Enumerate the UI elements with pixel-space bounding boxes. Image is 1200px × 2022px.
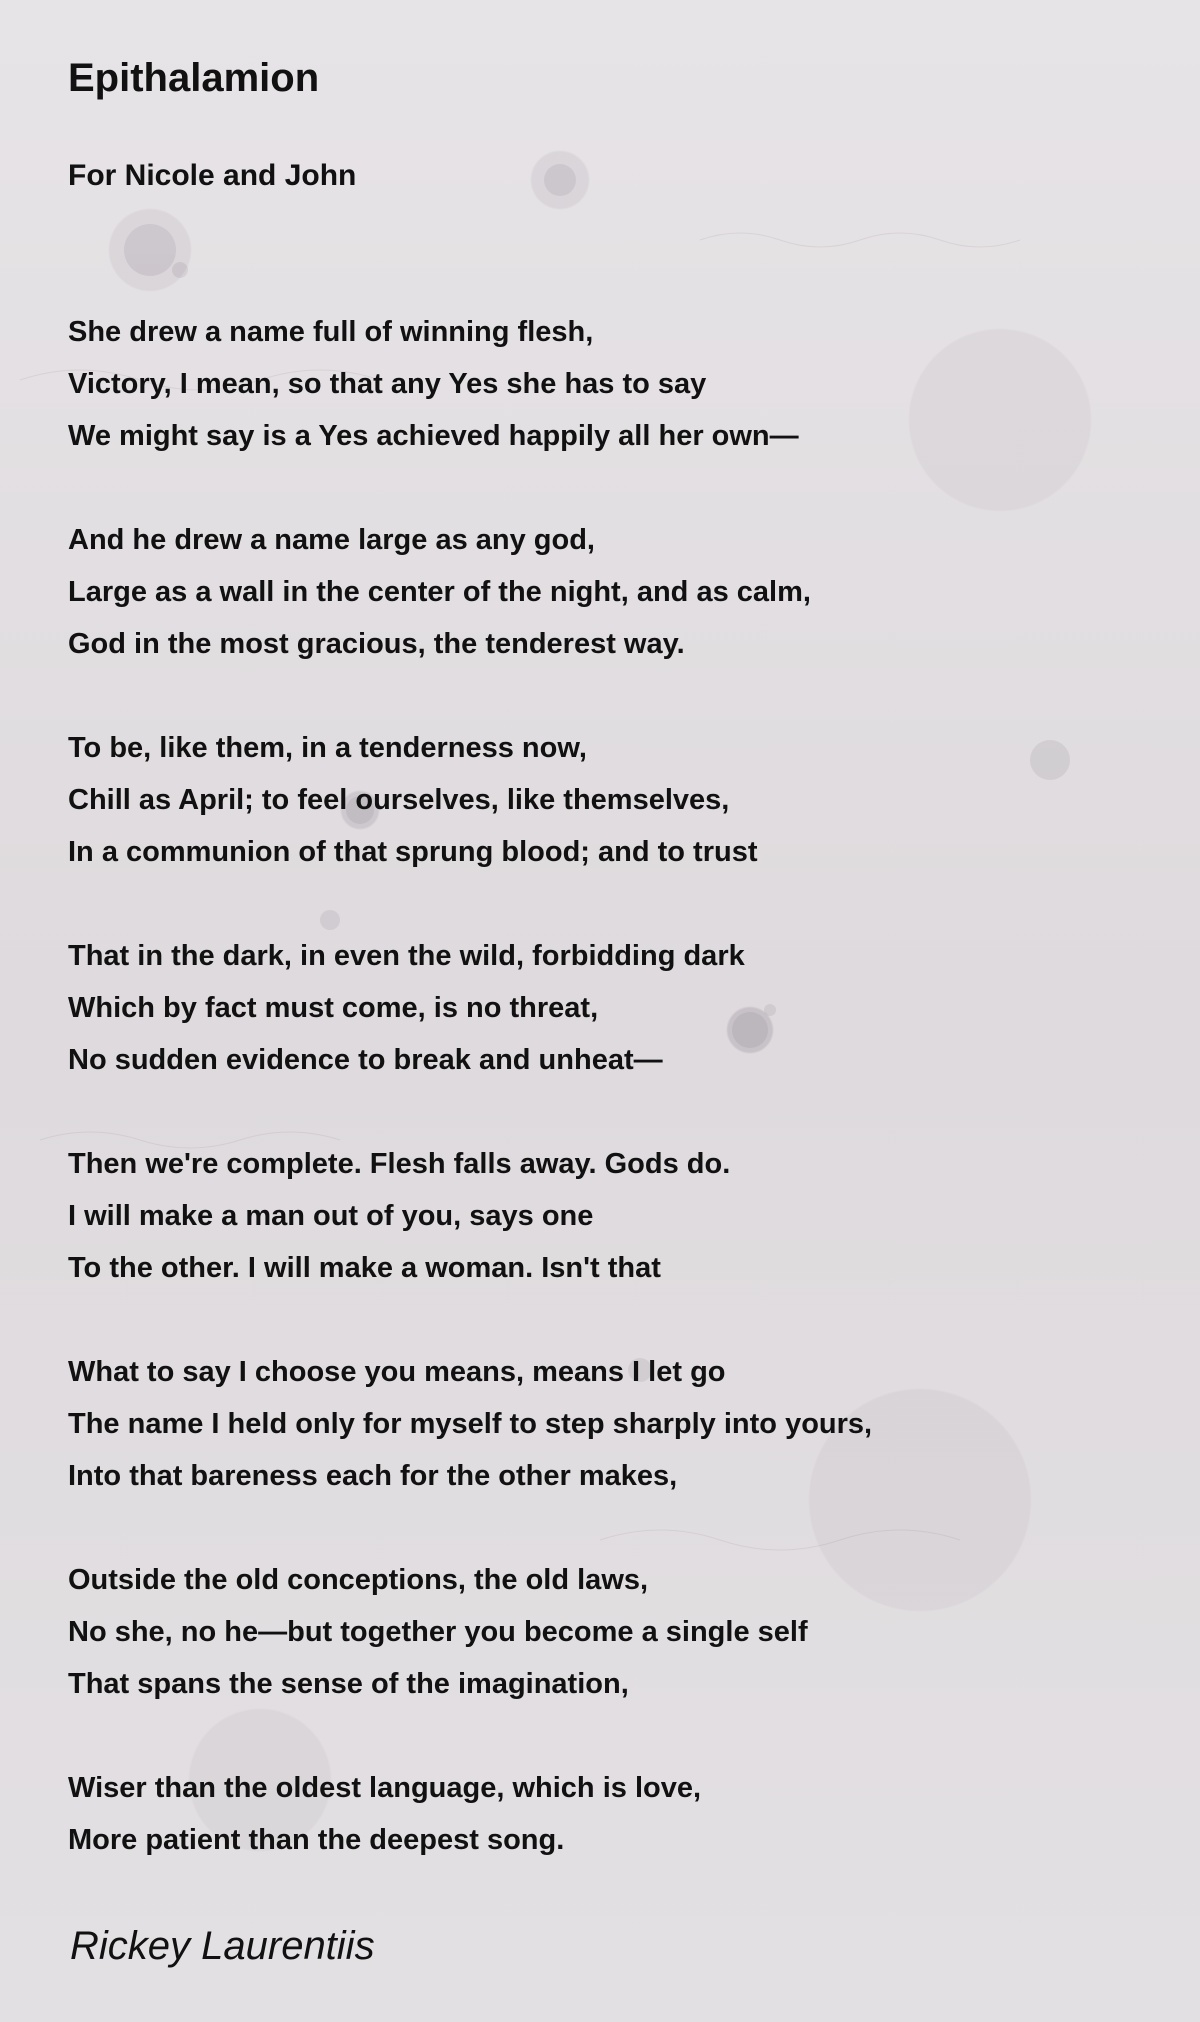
poem-stanza xyxy=(68,514,1148,670)
poem-line: Which by fact must come, is no threat, xyxy=(68,992,599,1024)
poem-dedication: For Nicole and John xyxy=(68,159,357,192)
poem-stanza xyxy=(68,1762,1148,1866)
poem-line: Then we're complete. Flesh falls away. Gods do. xyxy=(68,1148,731,1180)
poem-author: Rickey Laurentiis xyxy=(70,1924,375,1968)
poem-stanza xyxy=(68,1554,1148,1710)
poem-line: Wiser than the oldest language, which is love, xyxy=(68,1772,702,1804)
poem-line: I will make a man out of you, says one xyxy=(68,1200,594,1232)
poem-line: The name I held only for myself to step sharply into yours, xyxy=(68,1408,873,1440)
poem-line: That spans the sense of the imagination, xyxy=(68,1668,629,1700)
poem-line: Victory, I mean, so that any Yes she has to say xyxy=(68,368,707,400)
poem-line: Chill as April; to feel ourselves, like themselves, xyxy=(68,784,730,816)
poem-line: More patient than the deepest song. xyxy=(68,1824,565,1856)
poem-line: No she, no he—but together you become a single self xyxy=(68,1616,808,1648)
poem-line: Into that bareness each for the other makes, xyxy=(68,1460,678,1492)
poem-stanza xyxy=(68,1138,1148,1294)
poem-line: We might say is a Yes achieved happily all her own— xyxy=(68,420,799,452)
poem-title: Epithalamion xyxy=(68,56,320,100)
poem-line: And he drew a name large as any god, xyxy=(68,524,595,556)
poem-stanza xyxy=(68,722,1148,878)
poem-line: Outside the old conceptions, the old laws, xyxy=(68,1564,649,1596)
poem-line: To the other. I will make a woman. Isn't that xyxy=(68,1252,661,1284)
poem-line: God in the most gracious, the tenderest way. xyxy=(68,628,685,660)
poem-container xyxy=(68,48,1148,1918)
poem-stanza xyxy=(68,1346,1148,1502)
poem-line: To be, like them, in a tenderness now, xyxy=(68,732,587,764)
poem-line: What to say I choose you means, means I let go xyxy=(68,1356,726,1388)
poem-line: Large as a wall in the center of the night, and as calm, xyxy=(68,576,811,608)
poem-line: That in the dark, in even the wild, forbidding dark xyxy=(68,940,745,972)
poem-line: In a communion of that sprung blood; and to trust xyxy=(68,836,758,868)
poem-line: She drew a name full of winning flesh, xyxy=(68,316,594,348)
poem-body xyxy=(68,306,1148,1866)
poem-stanza xyxy=(68,930,1148,1086)
poem-stanza xyxy=(68,306,1148,462)
poem-line: No sudden evidence to break and unheat— xyxy=(68,1044,663,1076)
